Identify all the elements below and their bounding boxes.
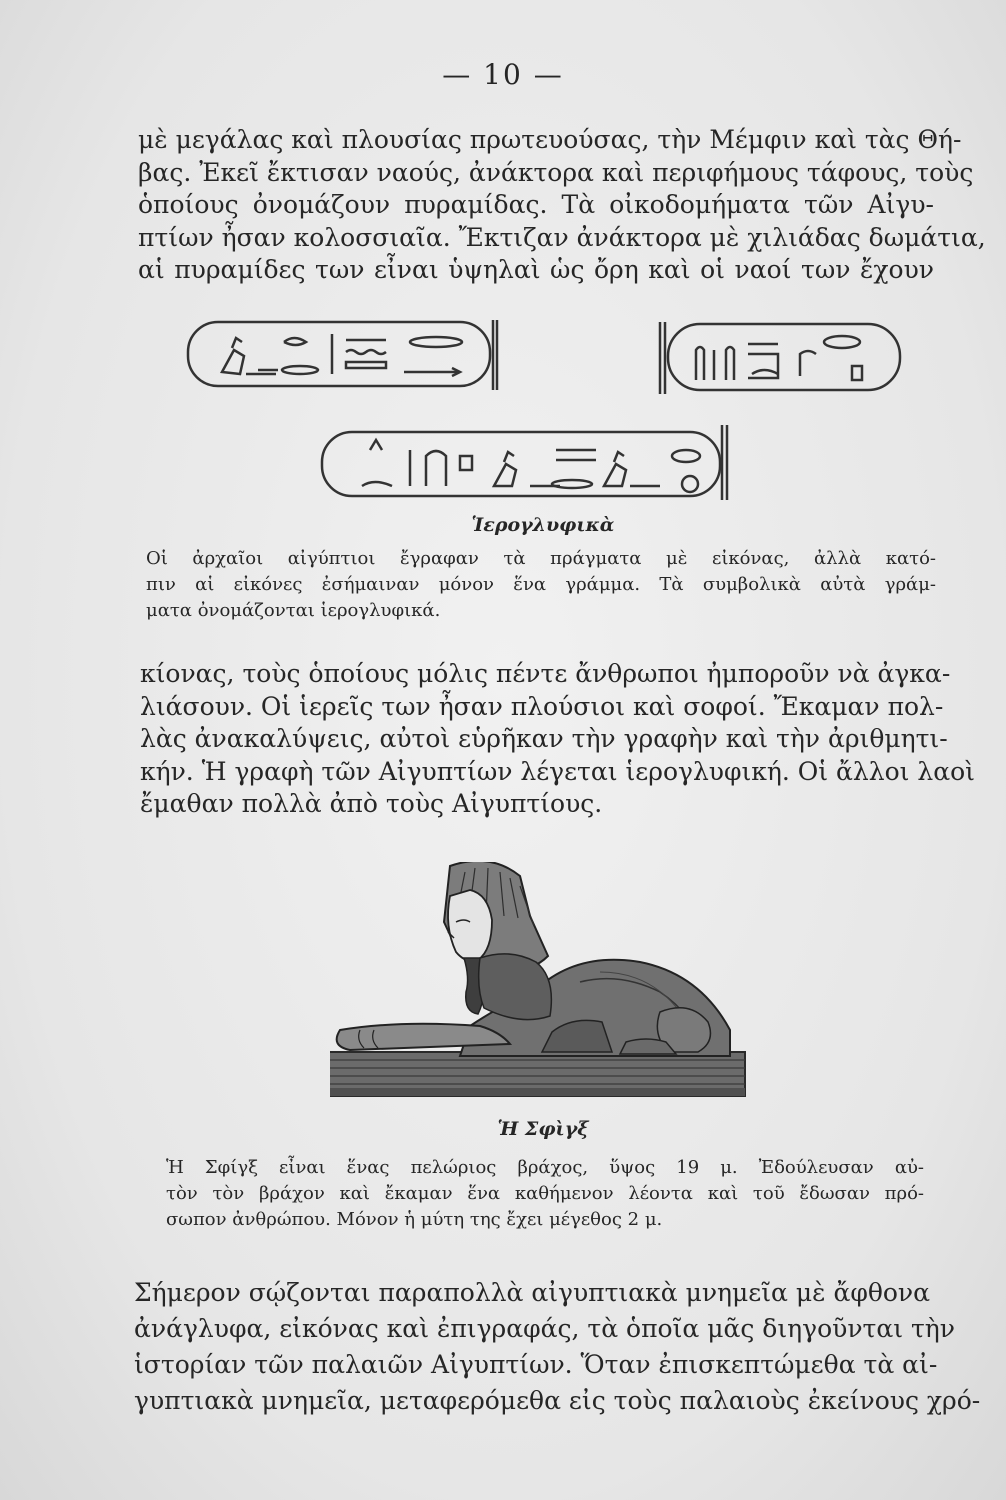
caption-line: Ἡ Σφίγξ εἶναι ἕνας πελώριος βράχος, ὕψος 19 μ. Ἐδούλευσαν αὐ-: [166, 1157, 924, 1178]
text-line: κίονας, τοὺς ὁποίους μόλις πέντε ἄνθρωποι ἠμποροῦν νὰ ἀγκα-: [140, 659, 951, 688]
text-line: κήν. Ἡ γραφὴ τῶν Αἰγυπτίων λέγεται ἱερογλυφική. Οἱ ἄλλοι λαοὶ: [140, 756, 975, 786]
text-line: αἱ πυραμίδες των εἶναι ὑψηλαὶ ὡς ὄρη καὶ οἱ ναοί των ἔχουν: [138, 255, 934, 284]
figure-2-title: Ἡ Σφὶγξ: [497, 1118, 589, 1140]
figure-1-caption: [146, 546, 936, 624]
text-line: βας. Ἐκεῖ ἔκτισαν ναούς, ἀνάκτορα καὶ περιφήμους τάφους, τοὺς: [138, 157, 974, 187]
text-line: ἀνάγλυφα, εἰκόνας καὶ ἐπιγραφάς, τὰ ὁποῖα μᾶς διηγοῦνται τὴν: [134, 1314, 955, 1343]
caption-line: τὸν τὸν βράχον καὶ ἔκαμαν ἕνα καθήμενον λέοντα καὶ τοῦ ἔδωσαν πρό-: [166, 1183, 924, 1204]
figure-1-title: Ἱερογλυφικὰ: [471, 514, 615, 536]
text-line: ἱστορίαν τῶν παλαιῶν Αἰγυπτίων. Ὅταν ἐπισκεπτώμεθα τὰ αἰ-: [134, 1350, 938, 1379]
page-number: — 10 —: [442, 58, 564, 91]
caption-line: σωπον ἀνθρώπου. Μόνον ἡ μύτη της ἔχει μέγεθος 2 μ.: [166, 1209, 663, 1230]
text-line: λιάσουν. Οἱ ἱερεῖς των ἦσαν πλούσιοι καὶ σοφοί. Ἔκαμαν πολ-: [140, 691, 944, 721]
text-line: Σήμερον σῴζονται παραπολλὰ αἰγυπτιακὰ μνημεῖα μὲ ἄφθονα: [134, 1278, 931, 1307]
text-line: πτίων ἦσαν κολοσσιαῖα. Ἔκτιζαν ἀνάκτορα μὲ χιλιάδας δωμάτια,: [138, 222, 986, 252]
text-line: ἔμαθαν πολλὰ ἀπὸ τοὺς Αἰγυπτίους.: [140, 789, 603, 818]
caption-line: πιν αἱ εἰκόνες ἐσήμαιναν μόνον ἕνα γράμμα. Τὰ συμβολικὰ αὐτὰ γράμ-: [146, 574, 936, 595]
sphinx-illustration: [330, 862, 750, 1102]
hieroglyph-cartouches-illustration: [0, 310, 1006, 510]
paragraph-3: [134, 1275, 981, 1419]
text-line: μὲ μεγάλας καὶ πλουσίας πρωτευούσας, τὴν Μέμφιν καὶ τὰς Θή-: [138, 125, 962, 154]
figure-2-caption: [166, 1155, 924, 1233]
text-line: γυπτιακὰ μνημεῖα, μεταφερόμεθα εἰς τοὺς παλαιοὺς ἐκείνους χρό-: [134, 1386, 981, 1415]
text-line: λὰς ἀνακαλύψεις, αὐτοὶ εὑρῆκαν τὴν γραφὴν καὶ τὴν ἀριθμητι-: [140, 724, 948, 753]
caption-line: ματα ὀνομάζονται ἱερογλυφικά.: [146, 600, 441, 621]
caption-line: Οἱ ἀρχαῖοι αἰγύπτιοι ἔγραφαν τὰ πράγματα μὲ εἰκόνας, ἀλλὰ κατό-: [146, 548, 936, 569]
text-line: ὁποίους ὀνομάζουν πυραμίδας. Τὰ οἰκοδομήματα τῶν Αἰγυ-: [138, 190, 934, 219]
paragraph-2: [140, 658, 975, 821]
paragraph-1: [138, 124, 986, 287]
